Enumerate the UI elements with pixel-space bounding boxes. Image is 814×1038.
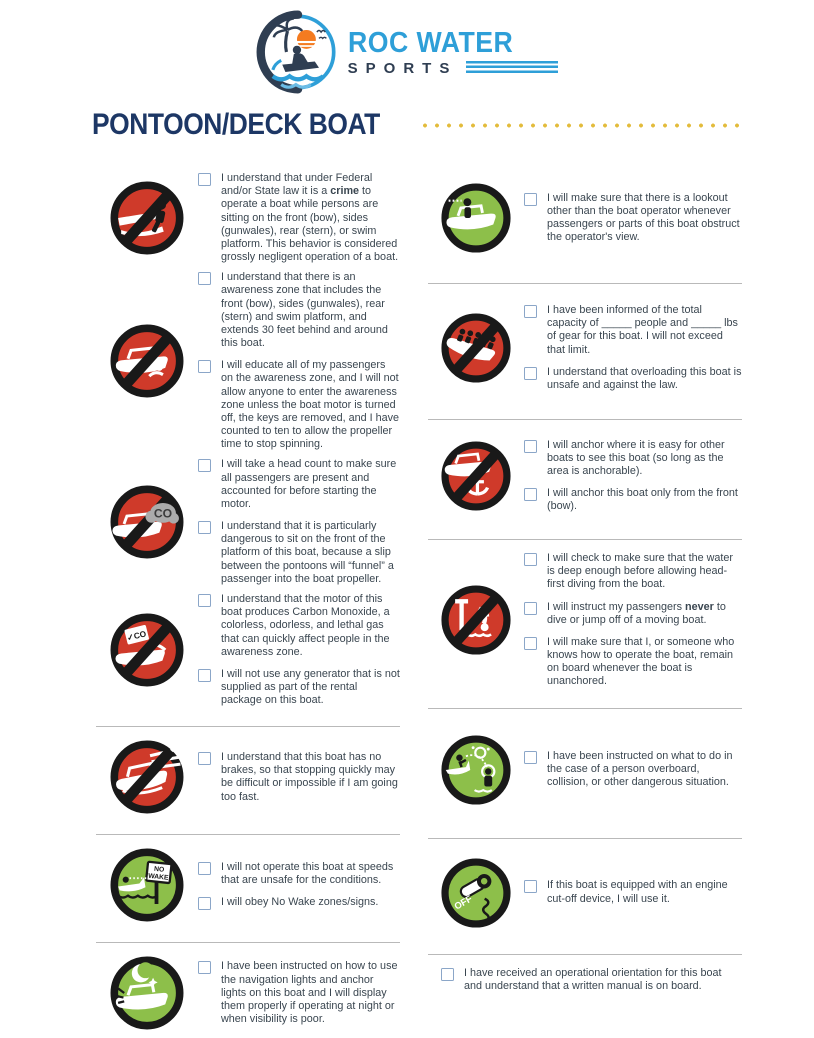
- no-overloading-icon: [428, 312, 524, 384]
- checkbox[interactable]: [198, 459, 211, 472]
- section-divider: [96, 942, 400, 943]
- checklist-item: [198, 359, 400, 451]
- checklist-item-text: If this boat is equipped with an engine cut-off device, I will use it.: [547, 879, 728, 905]
- section-divider: [428, 708, 742, 709]
- checklist-item: [524, 552, 742, 592]
- carbon-monoxide-cloud-icon: [109, 484, 185, 560]
- checklist-item: [524, 879, 742, 905]
- checkbox[interactable]: [198, 521, 211, 534]
- checklist-item-text: I understand that this boat has no brakes, so that stopping quickly may be difficult or impossible if I am going too fast.: [221, 751, 398, 803]
- checkbox[interactable]: [524, 637, 537, 650]
- checklist-item: [198, 520, 400, 586]
- checklist-column-left: [96, 172, 400, 1038]
- section-divider: [428, 419, 742, 420]
- checkbox[interactable]: [524, 305, 537, 318]
- dotted-divider: [415, 123, 742, 128]
- checkbox[interactable]: [198, 173, 211, 186]
- checklist-group: [428, 721, 742, 819]
- checklist-item: [524, 487, 742, 513]
- section-divider: [96, 834, 400, 835]
- no-diving-icon: [428, 584, 524, 656]
- checkbox[interactable]: [198, 862, 211, 875]
- checkbox[interactable]: [198, 594, 211, 607]
- checklist-item: [198, 751, 400, 804]
- checklist-item-text: I will make sure that I, or someone who knows how to operate the boat, remain on board whenever the boat is unanchored.: [547, 635, 735, 688]
- checkbox[interactable]: [198, 961, 211, 974]
- person-overboard-icon: [440, 734, 512, 806]
- checklist-item-text: I will check to make sure that the water is deep enough before allowing head-first diving from the boat.: [547, 552, 734, 591]
- logo-emblem-icon: [256, 10, 340, 94]
- section-divider: [428, 838, 742, 839]
- section-divider: [428, 539, 742, 540]
- checklist-item-text: I understand that it is particularly dangerous to sit on the front of the platform of this boat, because a slip between the pontoons will “funnel” a passenger into the boat propeller.: [221, 520, 394, 585]
- checkbox[interactable]: [198, 272, 211, 285]
- checklist-items: [524, 304, 742, 392]
- checklist-items: [524, 439, 742, 514]
- awareness-zone-icon: [96, 323, 198, 399]
- checklist-item: [524, 750, 742, 790]
- logo: [256, 10, 559, 94]
- checklist-items: [198, 458, 400, 586]
- checklist-items: [198, 960, 400, 1026]
- no-brakes-icon: [109, 739, 185, 815]
- svg-text:OFF: OFF: [452, 893, 474, 912]
- checklist-group: [428, 172, 742, 264]
- no-wake-icon: [96, 847, 198, 923]
- checklist-item-text: I have received an operational orientation for this boat and understand that a written manual is on board.: [464, 966, 722, 992]
- svg-text:WAKE: WAKE: [147, 873, 169, 883]
- logo-waves-icon: [466, 61, 558, 75]
- title-row: [0, 98, 814, 140]
- no-wake-icon: [109, 847, 185, 923]
- checklist-group: [96, 593, 400, 707]
- checklist-item: [441, 967, 742, 993]
- checklist-group: [96, 271, 400, 451]
- header: [0, 0, 814, 98]
- checklist-item-text: I will obey No Wake zones/signs.: [221, 896, 379, 909]
- checklist-item-text: I understand that the motor of this boat produces Carbon Monoxide, a colorless, odorless, and lethal gas that can quickly affect people in the awareness zone.: [221, 592, 390, 658]
- no-bow-riding-icon: [96, 180, 198, 256]
- checklist-item-text: I will instruct my passengers never to dive or jump off of a moving boat.: [547, 600, 726, 626]
- carbon-monoxide-cloud-icon: [96, 484, 198, 560]
- checkbox[interactable]: [524, 367, 537, 380]
- checklist-items: [524, 552, 742, 689]
- checklist-group: [96, 847, 400, 923]
- checklist-items: [524, 879, 742, 905]
- checklist-group: [96, 172, 400, 264]
- section-divider: [428, 283, 742, 284]
- checkbox[interactable]: [524, 602, 537, 615]
- checklist-item: [524, 636, 742, 689]
- anchoring-icon: [428, 440, 524, 512]
- checklist-item-text: I will take a head count to make sure all passengers are present and accounted for before starting the motor.: [221, 458, 397, 510]
- checklist-item: [198, 172, 400, 264]
- checklist-items: [198, 271, 400, 451]
- checkbox[interactable]: [524, 440, 537, 453]
- checkbox[interactable]: [198, 360, 211, 373]
- svg-text:NO: NO: [153, 866, 165, 875]
- checkbox[interactable]: [524, 751, 537, 764]
- person-overboard-icon: [428, 734, 524, 806]
- checklist-item: [198, 668, 400, 708]
- anchoring-icon: [440, 440, 512, 512]
- checklist-items: [198, 861, 400, 910]
- no-diving-icon: [440, 584, 512, 656]
- checklist-item: [198, 861, 400, 887]
- checklist-item-text: I understand that under Federal and/or State law it is a crime to operate a boat while persons are sitting on the front (bow), sides (gunwales), rear (stern), or swim platform. This behavior is considered grossly negligent operation of a boat.: [221, 172, 399, 264]
- checklist-item: [198, 271, 400, 350]
- checklist-item-text: I will educate all of my passengers on the awareness zone, and I will not allow anyone to enter the awareness zone unless the boat motor is turned off, the keys are removed, and I have counted to ten to allow the propeller time to stop spinning.: [221, 359, 400, 451]
- no-brakes-icon: [96, 739, 198, 815]
- checklist-items: [198, 172, 400, 264]
- section-divider: [428, 954, 742, 955]
- checklist-group: [96, 739, 400, 815]
- checklist-item: [524, 601, 742, 627]
- checklist-group: [96, 955, 400, 1031]
- checklist-item: [198, 593, 400, 659]
- no-bow-riding-icon: [109, 180, 185, 256]
- night-lights-icon: [109, 955, 185, 1031]
- checklist-item: [198, 458, 400, 511]
- checkbox[interactable]: [524, 880, 537, 893]
- checklist-item: [198, 960, 400, 1026]
- logo-subtitle: SPORTS: [347, 59, 458, 77]
- checklist-item-text: I have been instructed on what to do in the case of a person overboard, collision, or other dangerous situation.: [547, 749, 733, 789]
- night-lights-icon: [96, 955, 198, 1031]
- checkbox[interactable]: [198, 897, 211, 910]
- no-overloading-icon: [440, 312, 512, 384]
- engine-cutoff-icon: [440, 857, 512, 929]
- lookout-icon: [428, 182, 524, 254]
- checklist-items: [441, 967, 742, 993]
- svg-text:✓CO: ✓CO: [125, 628, 148, 643]
- checklist-item-text: I will make sure that there is a lookout other than the boat operator whenever passengers or parts of this boat obstruct the operator's view.: [547, 191, 740, 244]
- checklist-column-right: [428, 172, 742, 1014]
- checklist-group: [428, 552, 742, 689]
- checklist-item-text: I understand that there is an awareness zone that includes the front (bow), sides (gunwales), rear (stern) and swim platform, and extends 30 feet behind and around this boat.: [221, 271, 388, 350]
- awareness-zone-icon: [109, 323, 185, 399]
- svg-text:CO: CO: [153, 506, 173, 521]
- checkbox[interactable]: [198, 752, 211, 765]
- checklist-items: [524, 750, 742, 790]
- lookout-icon: [440, 182, 512, 254]
- checklist-items: [524, 192, 742, 245]
- checklist-item-text: I will not use any generator that is not supplied as part of the rental package on this boat.: [221, 667, 400, 707]
- checklist-group: [428, 967, 742, 1007]
- checklist-item: [524, 439, 742, 479]
- checklist-item-text: I will anchor this boat only from the front (bow).: [547, 487, 738, 513]
- logo-title: ROC WATER: [347, 26, 513, 59]
- checklist-item-text: I have been instructed on how to use the navigation lights and anchor lights on this boat and I will display them properly if operating at night or when visibility is poor.: [221, 960, 398, 1026]
- page-title: PONTOON/DECK BOAT: [92, 108, 380, 141]
- checklist-item: [198, 896, 400, 910]
- checklist-item-text: I will anchor where it is easy for other boats to see this boat (so long as the area is anchorable).: [547, 438, 725, 477]
- checklist-item: [524, 192, 742, 245]
- section-divider: [96, 726, 400, 727]
- checkbox[interactable]: [524, 193, 537, 206]
- no-generator-icon: [109, 612, 185, 688]
- checklist-item-text: I have been informed of the total capacity of _____ people and _____ lbs of gear for this boat. I will not exceed that limit.: [547, 303, 738, 356]
- checkbox[interactable]: [441, 968, 454, 981]
- checklist-group: [96, 458, 400, 586]
- checklist-items: [198, 593, 400, 707]
- checkbox[interactable]: [524, 488, 537, 501]
- checklist-group: [428, 296, 742, 400]
- checklist-group: [428, 851, 742, 935]
- checklist: [0, 140, 814, 1038]
- checklist-item-text: I will not operate this boat at speeds that are unsafe for the conditions.: [221, 860, 394, 886]
- checklist-item: [524, 366, 742, 392]
- checklist-items: [198, 751, 400, 804]
- no-generator-icon: [96, 612, 198, 688]
- checklist-group: [428, 432, 742, 520]
- checkbox[interactable]: [198, 669, 211, 682]
- engine-cutoff-icon: [428, 857, 524, 929]
- checklist-item: [524, 304, 742, 357]
- checklist-item-text: I understand that overloading this boat is unsafe and against the law.: [547, 365, 742, 391]
- logo-text: [347, 26, 559, 77]
- checkbox[interactable]: [524, 553, 537, 566]
